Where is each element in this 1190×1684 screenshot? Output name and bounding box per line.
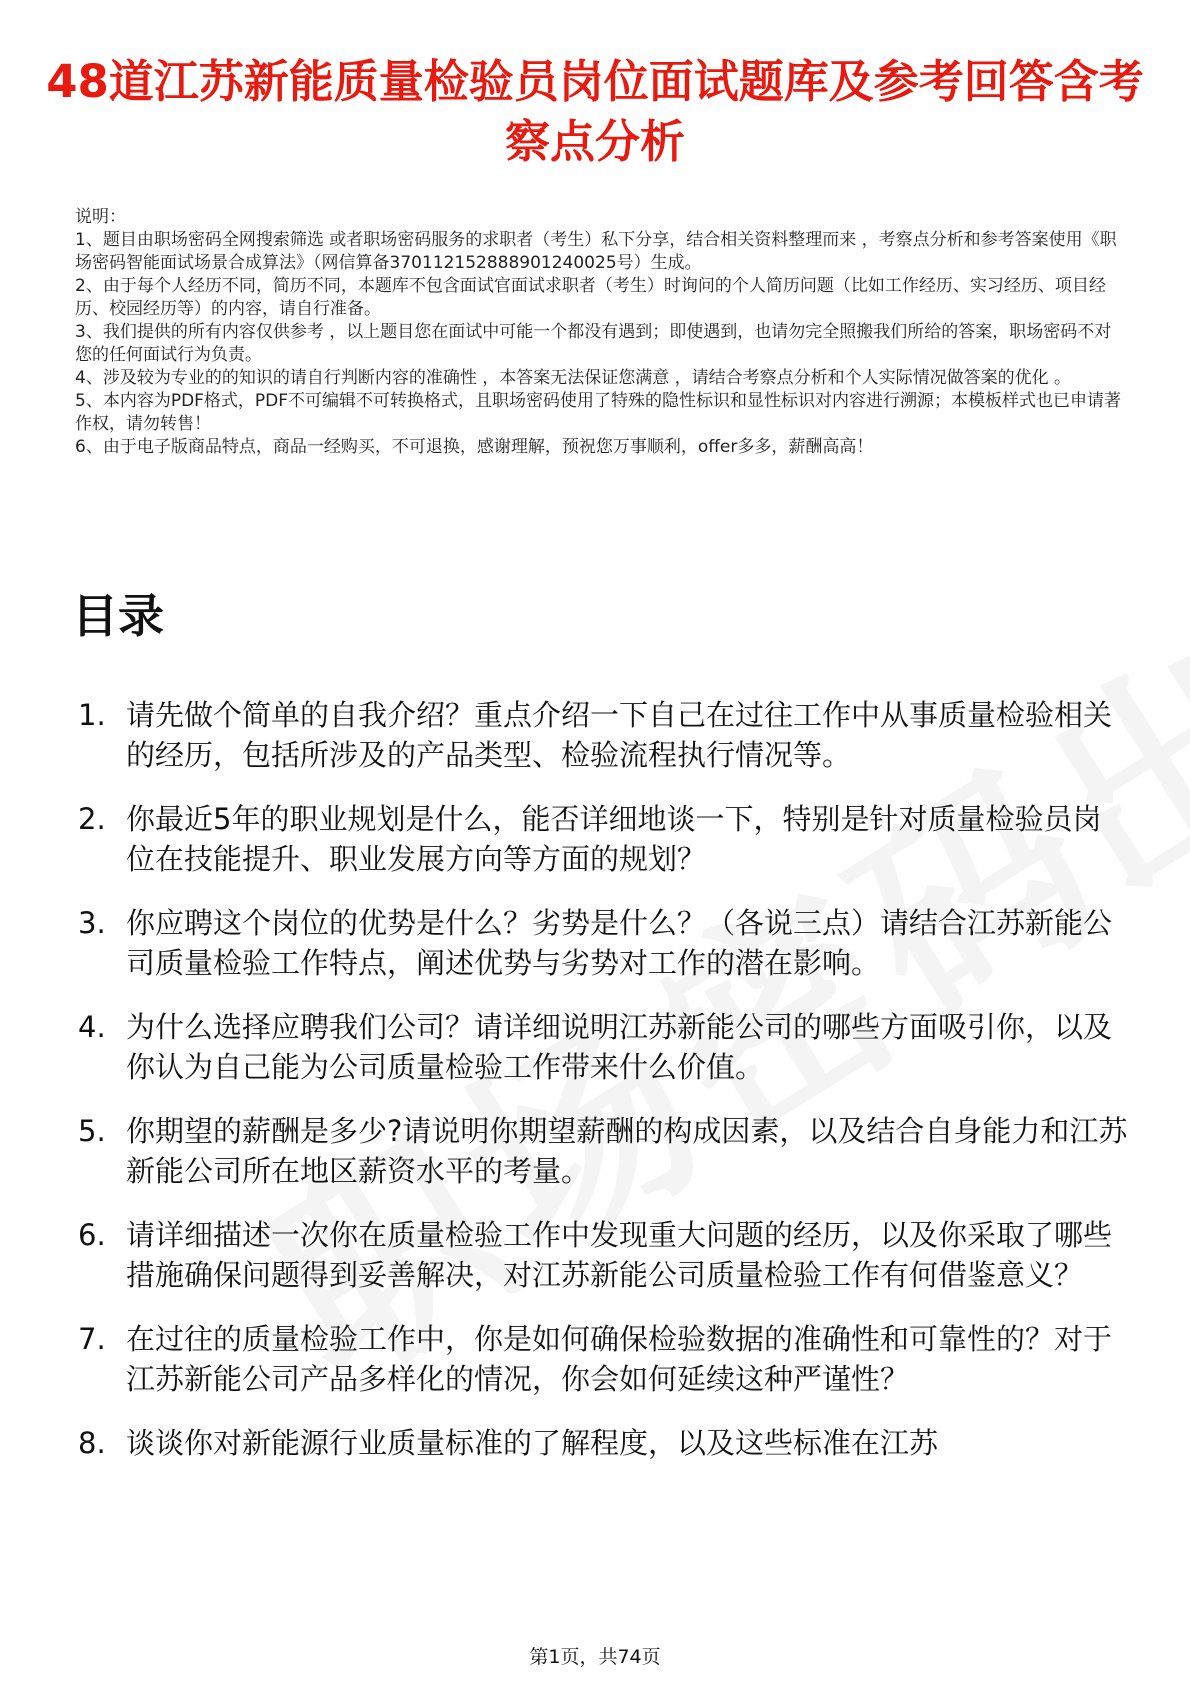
question-number: 2.: [78, 802, 106, 836]
question-text: 请详细描述一次你在质量检验工作中发现重大问题的经历，以及你采取了哪些措施确保问题得到妥善解决，对江苏新能公司质量检验工作有何借鉴意义？: [126, 1218, 1113, 1292]
question-item: [78, 1007, 1128, 1087]
note-item: 1、题目由职场密码全网搜索筛选 或者职场密码服务的求职者（考生）私下分享，结合相关资料整理而来 ，考察点分析和参考答案使用《职场密码智能面试场景合成算法》（网信算备370112152888901240025号）生成。: [75, 230, 1117, 273]
question-item: [78, 1215, 1128, 1295]
page-footer: 第1页，共74页: [529, 1646, 661, 1668]
question-item: [78, 903, 1128, 983]
question-item: [78, 1111, 1128, 1191]
question-number: 7.: [78, 1322, 106, 1356]
question-number: 3.: [78, 906, 106, 940]
note-item: 5、本内容为PDF格式，PDF不可编辑不可转换格式，且职场密码使用了特殊的隐性标识和显性标识对内容进行溯源；本模板样式也已申请著作权，请勿转售！: [75, 391, 1122, 434]
notes-section: [75, 206, 1125, 459]
question-number: 5.: [78, 1114, 106, 1148]
toc-heading: 目录: [72, 589, 164, 643]
document-title: 48道江苏新能质量检验员岗位面试题库及参考回答含考察点分析: [46, 55, 1144, 168]
question-item: [78, 695, 1128, 775]
question-number: 1.: [78, 698, 106, 732]
question-number: 4.: [78, 1010, 106, 1044]
question-text: 你应聘这个岗位的优势是什么？劣势是什么？（各说三点）请结合江苏新能公司质量检验工作特点，阐述优势与劣势对工作的潜在影响。: [126, 906, 1113, 980]
note-item: 4、涉及较为专业的的知识的请自行判断内容的准确性 ，本答案无法保证您满意 ，请结合考察点分析和个人实际情况做答案的优化 。: [75, 368, 1072, 388]
notes-heading: 说明：: [75, 207, 126, 227]
question-item: [78, 1423, 1128, 1463]
question-text: 你期望的薪酬是多少?请说明你期望薪酬的构成因素，以及结合自身能力和江苏新能公司所在地区薪资水平的考量。: [126, 1114, 1128, 1188]
question-number: 8.: [78, 1426, 106, 1460]
question-item: [78, 799, 1128, 879]
question-text: 为什么选择应聘我们公司？请详细说明江苏新能公司的哪些方面吸引你，以及你认为自己能为公司质量检验工作带来什么价值。: [126, 1010, 1113, 1084]
question-text: 请先做个简单的自我介绍？重点介绍一下自己在过往工作中从事质量检验相关的经历，包括所涉及的产品类型、检验流程执行情况等。: [126, 698, 1113, 772]
note-item: 6、由于电子版商品特点，商品一经购买，不可退换，感谢理解，预祝您万事顺利，offer多多，薪酬高高！: [75, 437, 874, 457]
question-text: 谈谈你对新能源行业质量标准的了解程度，以及这些标准在江苏: [126, 1426, 939, 1460]
note-item: 3、我们提供的所有内容仅供参考 ，以上题目您在面试中可能一个都没有遇到；即使遇到，也请勿完全照搬我们所给的答案，职场密码不对您的任何面试行为负责。: [75, 322, 1112, 365]
note-item: 2、由于每个人经历不同，简历不同，本题库不包含面试官面试求职者（考生）时询问的个人简历问题（比如工作经历、实习经历、项目经历、校园经历等）的内容，请自行准备。: [75, 276, 1106, 319]
question-text: 你最近5年的职业规划是什么，能否详细地谈一下，特别是针对质量检验员岗位在技能提升、职业发展方向等方面的规划？: [126, 802, 1102, 876]
question-list: [78, 695, 1128, 1487]
question-item: [78, 1319, 1128, 1399]
question-number: 6.: [78, 1218, 106, 1252]
question-text: 在过往的质量检验工作中，你是如何确保检验数据的准确性和可靠性的？对于江苏新能公司产品多样化的情况，你会如何延续这种严谨性？: [126, 1322, 1113, 1396]
